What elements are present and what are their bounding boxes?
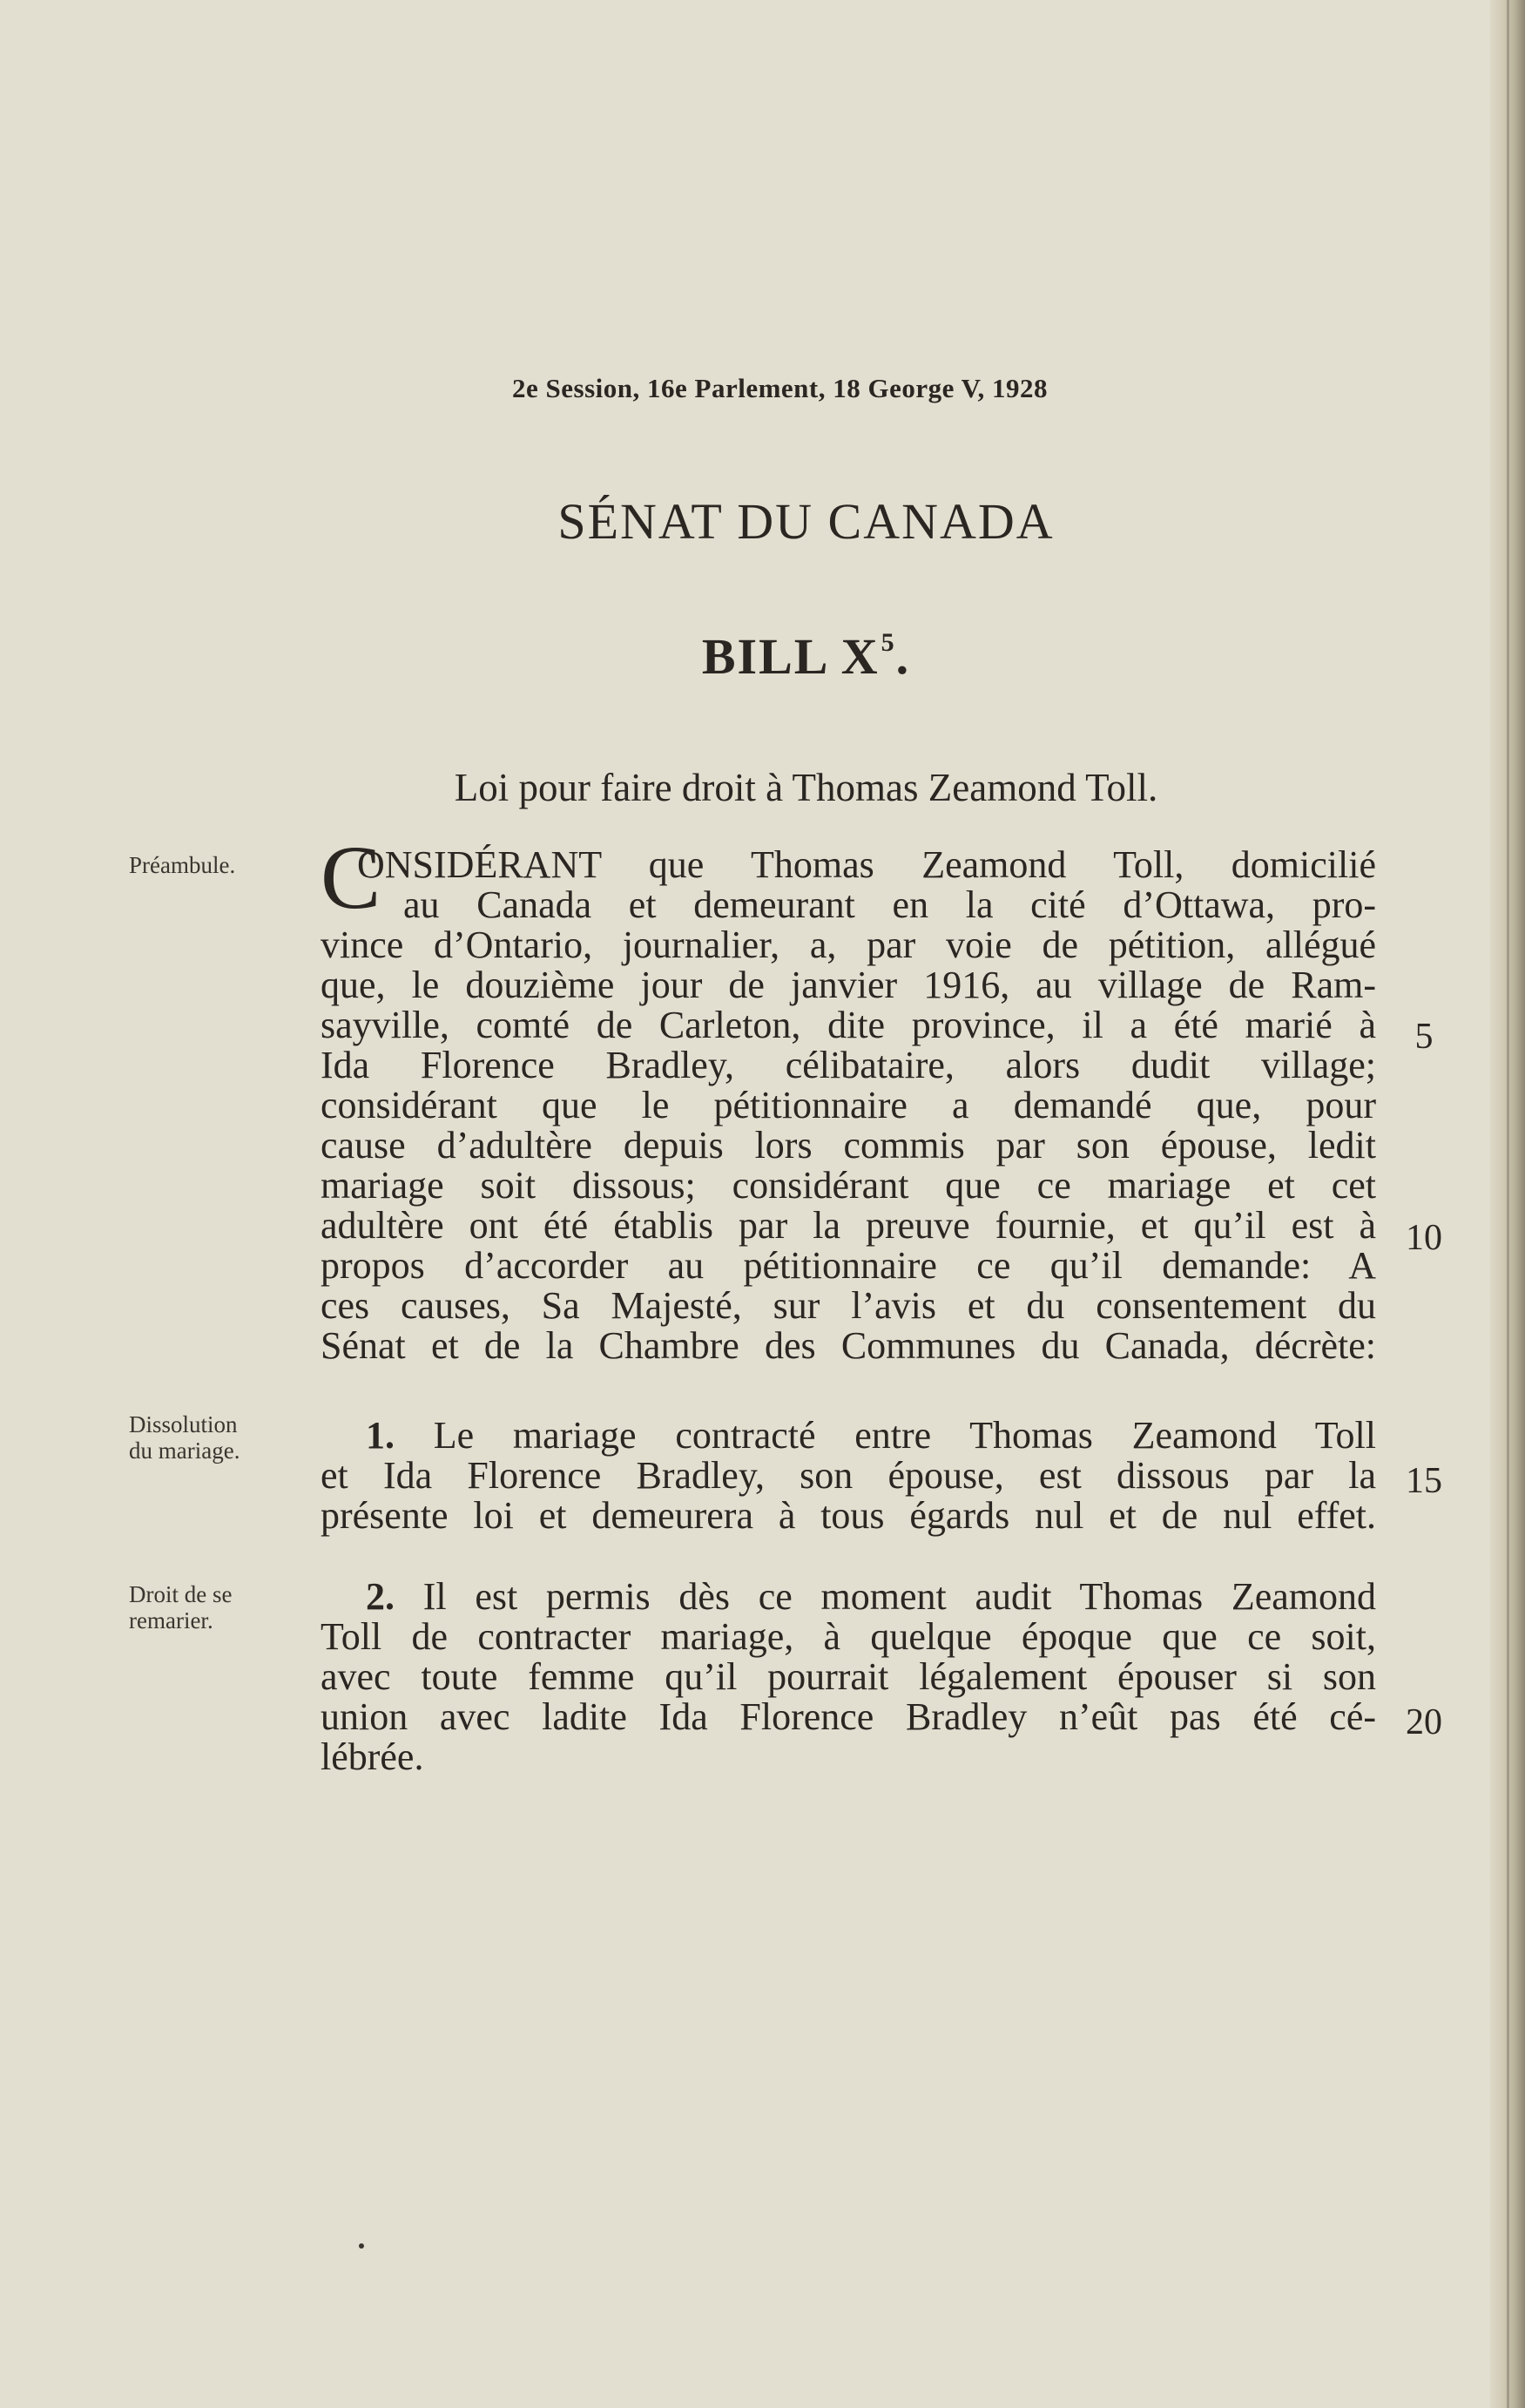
- preamble-paragraph: [321, 845, 1376, 1366]
- margin-note-line: Dissolution: [129, 1411, 238, 1437]
- section-2-paragraph: [321, 1577, 1376, 1777]
- line-number: 10: [1406, 1218, 1442, 1258]
- line-number: 20: [1406, 1702, 1442, 1742]
- preamble-line: adultère ont été établis par la preuve fournie, et qu’il est à: [321, 1204, 1376, 1247]
- section-number: 2.: [366, 1575, 395, 1618]
- section-1-text: Le mariage contracté entre Thomas Zeamond Toll: [433, 1414, 1377, 1457]
- section-2-line: lébrée.: [321, 1735, 424, 1778]
- section-1-line: présente loi et demeurera à tous égards nul et de nul effet.: [321, 1494, 1376, 1537]
- section-2-line: avec toute femme qu’il pourrait légalement épouser si son: [321, 1655, 1376, 1698]
- preamble-line: considérant que le pétitionnaire a demandé que, pour: [321, 1084, 1376, 1126]
- margin-note-remarriage: [129, 1581, 232, 1634]
- preamble-line: propos d’accorder au pétitionnaire ce qu’il demande: A: [321, 1244, 1376, 1287]
- preamble-line: Sénat et de la Chambre des Communes du Canada, décrète:: [321, 1324, 1376, 1367]
- preamble-line: sayville, comté de Carleton, dite province, il a été marié à: [321, 1004, 1376, 1046]
- section-number: 1.: [366, 1414, 395, 1457]
- bill-title: Loi pour faire droit à Thomas Zeamond Toll.: [454, 766, 1158, 809]
- preamble-line: que, le douzième jour de janvier 1916, au village de Ram-: [321, 964, 1376, 1006]
- preamble-line: mariage soit dissous; considérant que ce mariage et cet: [321, 1164, 1376, 1207]
- section-1-line: [321, 1416, 1376, 1456]
- section-1-line: et Ida Florence Bradley, son épouse, est dissous par la: [321, 1454, 1376, 1497]
- preamble-line: vince d’Ontario, journalier, a, par voie de pétition, allégué: [321, 923, 1376, 966]
- chamber-title: SÉNAT DU CANADA: [557, 493, 1055, 550]
- section-2-line: union avec ladite Ida Florence Bradley n’eût pas été cé-: [321, 1695, 1376, 1738]
- margin-note-line: du mariage.: [129, 1437, 240, 1464]
- line-number: 5: [1414, 1017, 1434, 1057]
- bill-number: [0, 627, 1525, 686]
- line-number: 15: [1406, 1461, 1442, 1501]
- preamble-line: ONSIDÉRANT que Thomas Zeamond Toll, domicilié: [357, 843, 1376, 886]
- drop-cap: C: [321, 828, 381, 928]
- section-2-line: Toll de contracter mariage, à quelque époque que ce soit,: [321, 1615, 1376, 1658]
- preamble-line: cause d’adultère depuis lors commis par son épouse, ledit: [321, 1124, 1376, 1167]
- margin-note-dissolution: [129, 1411, 240, 1464]
- session-header: 2e Session, 16e Parlement, 18 George V, 1928: [512, 373, 1048, 403]
- bill-period: .: [895, 628, 911, 685]
- ink-speck: [359, 2243, 364, 2249]
- section-1-paragraph: [321, 1416, 1376, 1536]
- margin-note-preamble: Préambule.: [129, 852, 236, 878]
- bill-superscript: 5: [881, 628, 896, 657]
- preamble-line: au Canada et demeurant en la cité d’Ottawa, pro-: [403, 883, 1376, 926]
- bill-label: BILL X: [701, 628, 880, 685]
- page-binding-shadow: [1507, 0, 1509, 2408]
- section-2-line: [321, 1577, 1376, 1617]
- section-2-text: Il est permis dès ce moment audit Thomas Zeamond: [422, 1575, 1376, 1618]
- preamble-line: Ida Florence Bradley, célibataire, alors dudit village;: [321, 1044, 1376, 1086]
- preamble-line: ces causes, Sa Majesté, sur l’avis et du consentement du: [321, 1284, 1376, 1327]
- margin-note-line: remarier.: [129, 1607, 213, 1634]
- margin-note-line: Droit de se: [129, 1581, 233, 1607]
